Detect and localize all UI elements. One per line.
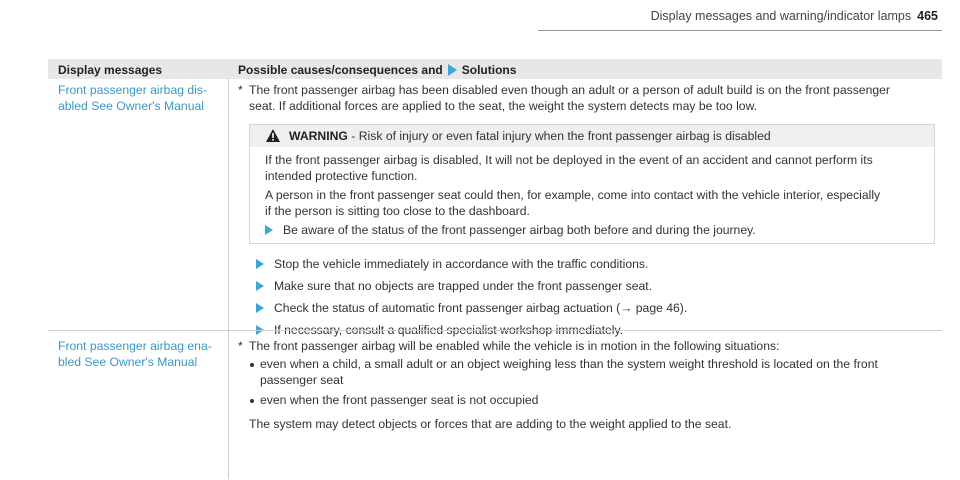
page-header: [651, 9, 938, 23]
list-item: [260, 357, 940, 388]
message-line: Front passenger airbag dis-: [58, 83, 208, 97]
step-arrow-icon: [256, 259, 264, 269]
warning-paragraph-2: [265, 188, 930, 219]
warning-line: If the front passenger airbag is disabled, It will not be deployed in the event of an accident and cannot perform its: [265, 153, 873, 167]
bullet-line: passenger seat: [260, 372, 344, 387]
step-arrow-icon: [256, 281, 264, 291]
warning-title: [289, 129, 771, 145]
header-divider: [538, 30, 942, 31]
message-airbag-disabled: [58, 83, 218, 114]
cause-text-disabled: [249, 83, 939, 114]
footnote-star: *: [238, 83, 243, 97]
warning-line: if the person is sitting too close to the dashboard.: [265, 203, 530, 218]
bullet-line: even when the front passenger seat is not occupied: [260, 393, 539, 407]
col-header-causes-label: Possible causes/consequences and: [238, 63, 443, 77]
row-divider: [48, 330, 942, 331]
step-arrow-icon: [265, 225, 273, 235]
message-line: bled See Owner's Manual: [58, 354, 198, 369]
warning-line: intended protective function.: [265, 168, 418, 183]
warning-title-text: - Risk of injury or even fatal injury when the front passenger airbag is disabled: [347, 129, 771, 143]
col-header-causes: [238, 63, 516, 77]
solution-step: [256, 257, 648, 271]
cause-line: The front passenger airbag has been disabled even though an adult or a person of adult build is on the front passenger: [249, 83, 890, 97]
warning-line: A person in the front passenger seat could then, for example, come into contact with the vehicle interior, especially: [265, 188, 881, 202]
system-note: The system may detect objects or forces that are adding to the weight applied to the seat.: [249, 417, 732, 431]
col-header-display-messages: Display messages: [58, 63, 163, 77]
warning-header: [250, 125, 934, 147]
message-airbag-enabled: [58, 339, 218, 370]
page-number: 465: [917, 9, 938, 23]
col-header-solutions-label: Solutions: [461, 63, 517, 77]
solution-step-text: Make sure that no objects are trapped under the front passenger seat.: [274, 279, 653, 293]
bullet-line: even when a child, a small adult or an object weighing less than the system weight threshold is located on the front: [260, 357, 878, 371]
message-line: abled See Owner's Manual: [58, 98, 204, 113]
bullet-dot: [250, 363, 254, 367]
warning-label: WARNING: [289, 129, 348, 143]
solution-step: [256, 279, 652, 293]
solution-step-text: Stop the vehicle immediately in accordance with the traffic conditions.: [274, 257, 649, 271]
column-divider: [228, 79, 229, 479]
warning-step-text: Be aware of the status of the front passenger airbag both before and during the journey.: [283, 223, 756, 237]
message-line: Front passenger airbag ena-: [58, 339, 212, 353]
solution-arrow-icon: [448, 64, 457, 76]
solution-step: [256, 301, 687, 315]
cause-line: seat. If additional forces are applied to the seat, the weight the system detects may be too low.: [249, 98, 758, 113]
warning-step: [265, 223, 756, 237]
warning-paragraph-1: [265, 153, 930, 184]
footnote-star: *: [238, 339, 243, 353]
page-header-title: Display messages and warning/indicator lamps: [650, 9, 912, 23]
list-item: [260, 393, 940, 409]
solution-step-text: If necessary, consult a qualified specialist workshop immediately.: [274, 323, 624, 337]
warning-triangle-icon: [266, 129, 280, 142]
solution-step-text[interactable]: Check the status of automatic front passenger airbag actuation (→ page 46).: [274, 301, 688, 315]
cause-text-enabled: The front passenger airbag will be enabled while the vehicle is in motion in the following situations:: [249, 339, 780, 353]
step-arrow-icon: [256, 303, 264, 313]
table-header: [48, 59, 942, 79]
messages-table: [48, 59, 942, 479]
warning-box: [249, 124, 935, 244]
bullet-dot: [250, 399, 254, 403]
